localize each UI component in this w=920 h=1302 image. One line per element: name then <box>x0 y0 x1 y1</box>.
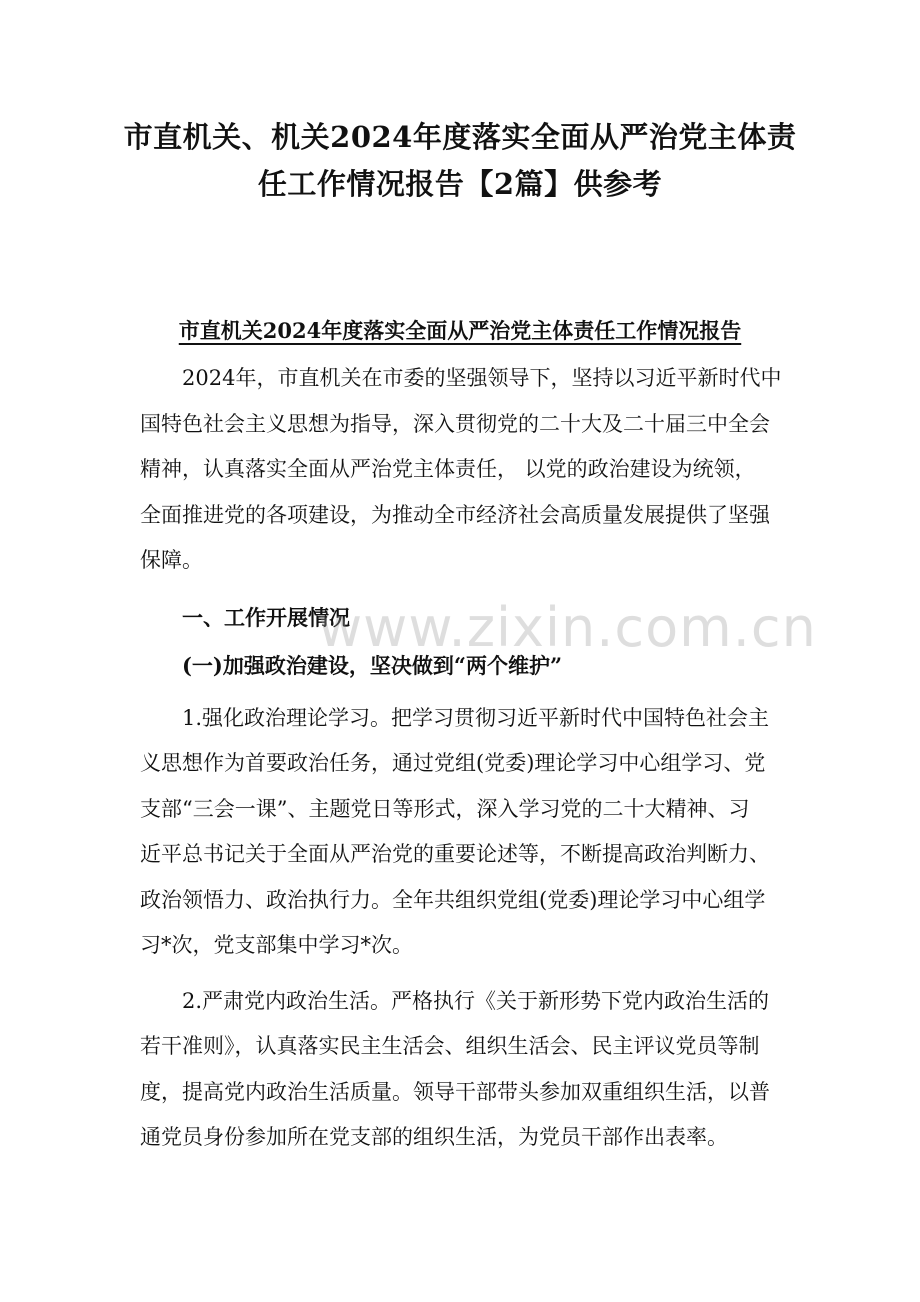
document-title-line-2: 任工作情况报告【2篇】供参考 <box>257 167 663 201</box>
section-heading: 一、工作开展情况 <box>182 605 350 630</box>
report-subtitle: 市直机关2024年度落实全面从严治党主体责任工作情况报告 <box>178 318 742 343</box>
paragraph-line: 习*次，党支部集中学习*次。 <box>140 933 413 957</box>
document-title-line-1: 市直机关、机关2024年度落实全面从严治党主体责 <box>123 120 797 154</box>
subsection-heading: (一)加强政治建设，坚决做到“两个维护” <box>182 653 563 678</box>
paragraph-line: 2.严肃党内政治生活。严格执行《关于新形势下党内政治生活的 <box>182 989 770 1013</box>
paragraph-line: 1.强化政治理论学习。把学习贯彻习近平新时代中国特色社会主 <box>182 706 770 730</box>
paragraph-line: 政治领悟力、政治执行力。全年共组织党组(党委)理论学习中心组学 <box>140 888 766 912</box>
paragraph-line: 支部“三会一课”、主题党日等形式，深入学习党的二十大精神、习 <box>140 797 750 821</box>
paragraph-line: 近平总书记关于全面从严治党的重要论述等，不断提高政治判断力、 <box>140 842 770 866</box>
paragraph-line: 通党员身份参加所在党支部的组织生活，为党员干部作出表率。 <box>140 1125 728 1149</box>
paragraph-line: 义思想作为首要政治任务，通过党组(党委)理论学习中心组学习、党 <box>140 751 766 775</box>
paragraph-line: 国特色社会主义思想为指导，深入贯彻党的二十大及二十届三中全会 <box>140 412 770 436</box>
paragraph-line: 全面推进党的各项建设，为推动全市经济社会高质量发展提供了坚强 <box>140 503 770 527</box>
paragraph-line: 2024年，市直机关在市委的坚强领导下，坚持以习近平新时代中 <box>182 366 782 390</box>
paragraph-line: 精神，认真落实全面从严治党主体责任， 以党的政治建设为统领， <box>140 457 756 481</box>
paragraph-line: 若干准则》，认真落实民主生活会、组织生活会、民主评议党员等制 <box>140 1034 760 1058</box>
paragraph-line: 保障。 <box>140 548 203 572</box>
paragraph-line: 度，提高党内政治生活质量。领导干部带头参加双重组织生活，以普 <box>140 1080 770 1104</box>
watermark: www.zixin.com.cn <box>318 596 817 659</box>
